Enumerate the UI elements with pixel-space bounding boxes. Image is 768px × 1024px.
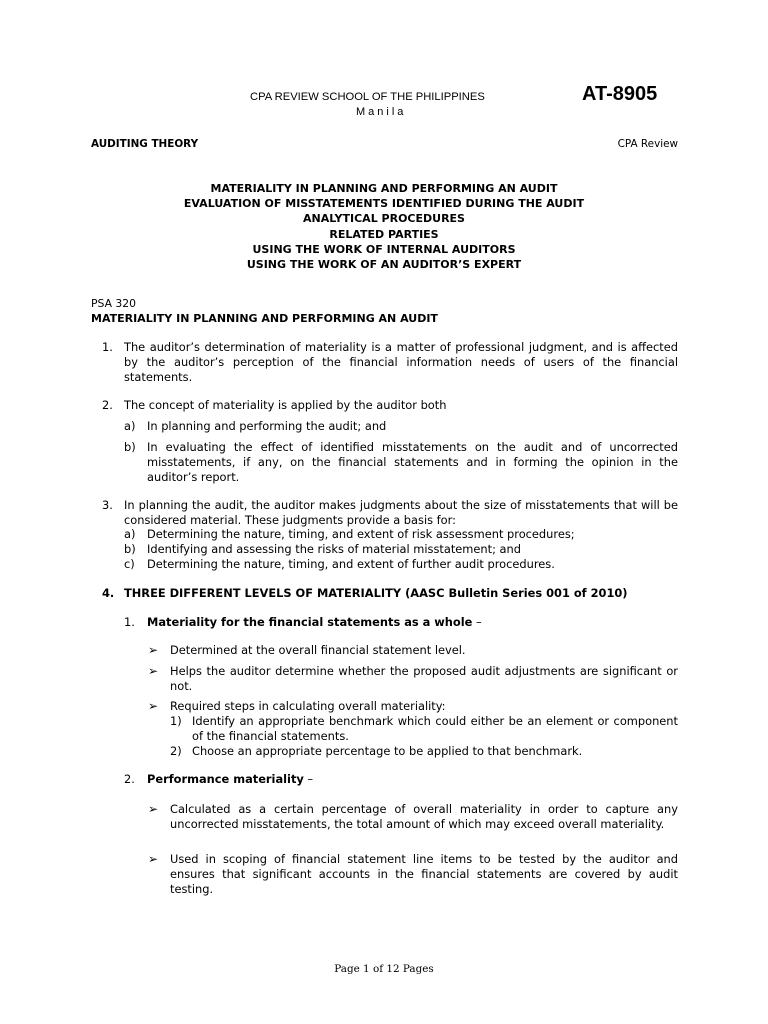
title-line: ANALYTICAL PROCEDURES: [303, 212, 465, 226]
school-name: CPA REVIEW SCHOOL OF THE PHILIPPINES: [250, 91, 485, 103]
step-text: Choose an appropriate percentage to be applied to that benchmark.: [192, 744, 583, 758]
sub-item-label: b): [124, 542, 136, 556]
city-name: Manila: [356, 106, 407, 118]
sub-item-label: a): [124, 527, 136, 541]
sub-item-label: b): [124, 440, 136, 454]
bullet-text: Helps the auditor determine whether the proposed audit adjustments are significant or not.: [170, 664, 678, 693]
item-number: 4.: [102, 586, 115, 600]
sub-item-text: In evaluating the effect of identified misstatements on the audit and of uncorrected misstatements, if any, on the financial statements and in forming the opinion in the auditor’s report.: [147, 440, 678, 484]
course-label: CPA Review: [617, 138, 678, 150]
item-number: 3.: [102, 498, 113, 512]
arrow-bullet-icon: ➢: [148, 643, 159, 657]
sub-item-text: Determining the nature, timing, and extent of further audit procedures.: [147, 557, 555, 571]
level-number: 2.: [124, 772, 135, 786]
bullet-text: Used in scoping of financial statement line items to be tested by the auditor and ensures that significant accounts in the financial statements are covered by audit testing.: [170, 852, 678, 896]
sub-item-text: Determining the nature, timing, and extent of risk assessment procedures;: [147, 527, 575, 541]
step-number: 1): [170, 714, 182, 728]
section-code: PSA 320: [91, 297, 136, 310]
title-line: EVALUATION OF MISSTATEMENTS IDENTIFIED DURING THE AUDIT: [183, 197, 585, 211]
page-number: Page 1 of 12 Pages: [334, 963, 434, 975]
bullet-text: Required steps in calculating overall materiality:: [170, 699, 446, 713]
level-heading: Materiality for the financial statements as a whole –: [147, 615, 482, 629]
sub-item-text: Identifying and assessing the risks of material misstatement; and: [147, 542, 521, 556]
arrow-bullet-icon: ➢: [148, 699, 159, 713]
level-number: 1.: [124, 615, 135, 629]
level-heading: Performance materiality –: [147, 772, 314, 786]
title-line: USING THE WORK OF INTERNAL AUDITORS: [252, 242, 516, 256]
item-text: The auditor’s determination of materiality is a matter of professional judgment, and is affected by the auditor’s perception of the financial information needs of users of the financial statements.: [124, 340, 678, 384]
document-titles: [91, 181, 677, 272]
arrow-bullet-icon: ➢: [148, 852, 159, 866]
item-number: 2.: [102, 398, 113, 412]
levels-heading: THREE DIFFERENT LEVELS OF MATERIALITY (AASC Bulletin Series 001 of 2010): [124, 586, 628, 600]
item-number: 1.: [102, 340, 113, 354]
section-heading: MATERIALITY IN PLANNING AND PERFORMING AN AUDIT: [91, 312, 438, 325]
step-number: 2): [170, 744, 182, 758]
bullet-text: Determined at the overall financial statement level.: [170, 643, 466, 657]
subject-label: AUDITING THEORY: [91, 138, 199, 150]
arrow-bullet-icon: ➢: [148, 802, 159, 816]
sub-item-label: a): [124, 419, 136, 433]
arrow-bullet-icon: ➢: [148, 664, 159, 678]
bullet-text: Calculated as a certain percentage of overall materiality in order to capture any uncorrected misstatements, the total amount of which may exceed overall materiality.: [170, 802, 678, 831]
title-line: RELATED PARTIES: [329, 227, 439, 241]
step-text: Identify an appropriate benchmark which could either be an element or component of the financial statements.: [192, 714, 678, 743]
document-code: AT-8905: [582, 83, 658, 105]
item-text: The concept of materiality is applied by the auditor both: [124, 398, 447, 412]
title-line: MATERIALITY IN PLANNING AND PERFORMING AN AUDIT: [210, 182, 558, 195]
item-text: In planning the audit, the auditor makes judgments about the size of misstatements that will be considered material. These judgments provide a basis for:: [124, 498, 678, 527]
sub-item-text: In planning and performing the audit; and: [147, 419, 387, 433]
sub-item-label: c): [124, 557, 135, 571]
title-line: USING THE WORK OF AN AUDITOR’S EXPERT: [246, 258, 522, 272]
